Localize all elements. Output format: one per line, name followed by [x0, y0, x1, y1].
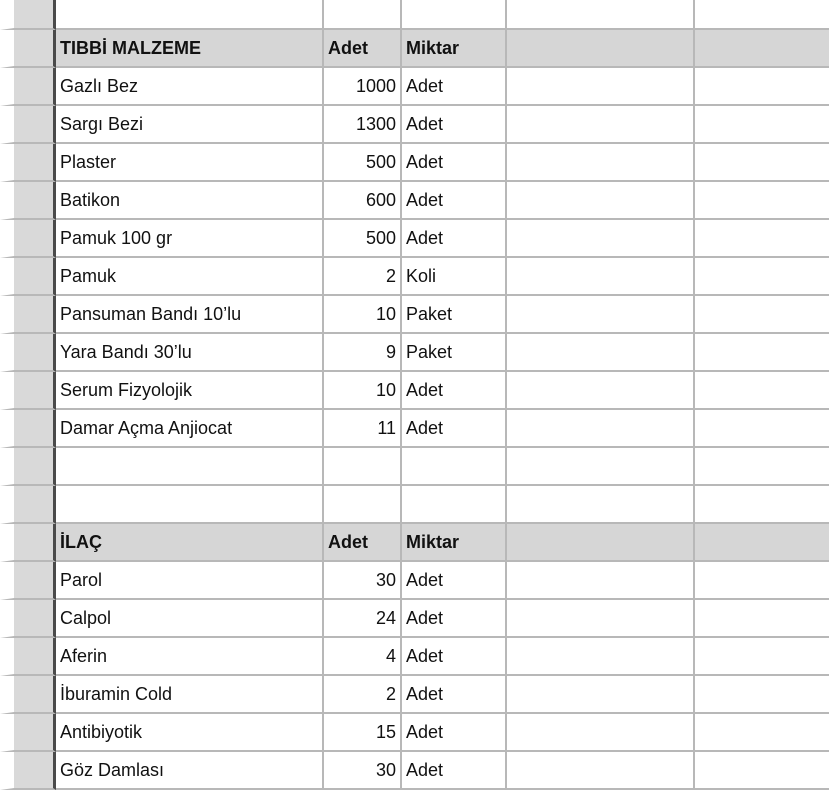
table-row: [0, 106, 829, 144]
item-unit-cell[interactable]: Paket: [402, 296, 507, 334]
item-unit-cell[interactable]: Adet: [402, 714, 507, 752]
grid-cell[interactable]: [695, 372, 829, 410]
item-unit-cell[interactable]: Koli: [402, 258, 507, 296]
item-name-cell[interactable]: Antibiyotik: [56, 714, 324, 752]
item-unit-cell[interactable]: Paket: [402, 334, 507, 372]
grid-cell[interactable]: [324, 0, 402, 30]
grid-cell[interactable]: [507, 638, 695, 676]
table-row: [0, 562, 829, 600]
item-unit-cell[interactable]: Adet: [402, 752, 507, 790]
grid-cell[interactable]: [402, 486, 507, 524]
row-header[interactable]: [0, 106, 56, 144]
grid-cell[interactable]: [324, 448, 402, 486]
table-row: [0, 334, 829, 372]
item-unit-cell[interactable]: Adet: [402, 106, 507, 144]
table-row: [0, 372, 829, 410]
row-header[interactable]: [0, 258, 56, 296]
grid-cell[interactable]: [695, 486, 829, 524]
grid-cell[interactable]: [695, 410, 829, 448]
item-name-cell[interactable]: Plaster: [56, 144, 324, 182]
item-name-cell[interactable]: Göz Damlası: [56, 752, 324, 790]
table-row: [0, 600, 829, 638]
grid-cell[interactable]: [695, 562, 829, 600]
grid-cell[interactable]: [695, 258, 829, 296]
row-header[interactable]: [0, 486, 56, 524]
item-name-cell[interactable]: Pamuk 100 gr: [56, 220, 324, 258]
item-qty-cell[interactable]: 15: [324, 714, 402, 752]
item-qty-cell[interactable]: 500: [324, 144, 402, 182]
item-qty-cell[interactable]: 11: [324, 410, 402, 448]
grid-cell[interactable]: [507, 486, 695, 524]
item-unit-cell[interactable]: Adet: [402, 600, 507, 638]
item-unit-cell[interactable]: Adet: [402, 638, 507, 676]
item-qty-cell[interactable]: 600: [324, 182, 402, 220]
grid-cell[interactable]: [507, 410, 695, 448]
grid-cell[interactable]: [695, 600, 829, 638]
row-header[interactable]: [0, 68, 56, 106]
section-header-medical-supplies: [0, 30, 829, 68]
row-header[interactable]: [0, 410, 56, 448]
grid-cell[interactable]: [507, 68, 695, 106]
item-name-cell[interactable]: Parol: [56, 562, 324, 600]
item-name-cell[interactable]: Batikon: [56, 182, 324, 220]
item-unit-cell[interactable]: Adet: [402, 372, 507, 410]
grid-cell[interactable]: [695, 106, 829, 144]
grid-cell[interactable]: [507, 106, 695, 144]
table-row: [0, 752, 829, 790]
grid-cell[interactable]: [507, 752, 695, 790]
grid-cell[interactable]: [507, 714, 695, 752]
item-qty-cell[interactable]: 1300: [324, 106, 402, 144]
table-row: [0, 68, 829, 106]
table-row: [0, 182, 829, 220]
column-header-qty[interactable]: Adet: [324, 524, 402, 562]
table-row: [0, 258, 829, 296]
item-qty-cell[interactable]: 9: [324, 334, 402, 372]
item-qty-cell[interactable]: 10: [324, 296, 402, 334]
grid-cell[interactable]: [507, 220, 695, 258]
table-row-empty: [0, 486, 829, 524]
row-header[interactable]: [0, 600, 56, 638]
grid-cell[interactable]: [56, 448, 324, 486]
grid-cell[interactable]: [695, 752, 829, 790]
grid-cell[interactable]: [507, 258, 695, 296]
table-row: [0, 410, 829, 448]
row-header[interactable]: [0, 0, 56, 30]
grid-cell[interactable]: [695, 676, 829, 714]
grid-cell[interactable]: [507, 600, 695, 638]
grid-cell[interactable]: [56, 0, 324, 30]
grid-cell[interactable]: [507, 334, 695, 372]
item-name-cell[interactable]: Damar Açma Anjiocat: [56, 410, 324, 448]
row-header[interactable]: [0, 524, 56, 562]
item-name-cell[interactable]: Yara Bandı 30’lu: [56, 334, 324, 372]
item-name-cell[interactable]: Sargı Bezi: [56, 106, 324, 144]
item-unit-cell[interactable]: Adet: [402, 144, 507, 182]
item-qty-cell[interactable]: 30: [324, 562, 402, 600]
item-unit-cell[interactable]: Adet: [402, 68, 507, 106]
row-header[interactable]: [0, 296, 56, 334]
grid-cell[interactable]: [507, 676, 695, 714]
grid-cell[interactable]: [695, 524, 829, 562]
grid-cell[interactable]: [402, 448, 507, 486]
item-name-cell[interactable]: Serum Fizyolojik: [56, 372, 324, 410]
grid-cell[interactable]: [507, 30, 695, 68]
table-row: [0, 220, 829, 258]
row-header[interactable]: [0, 372, 56, 410]
grid-cell[interactable]: [695, 448, 829, 486]
row-header[interactable]: [0, 638, 56, 676]
grid-cell[interactable]: [695, 714, 829, 752]
grid-cell[interactable]: [507, 296, 695, 334]
item-qty-cell[interactable]: 500: [324, 220, 402, 258]
item-unit-cell[interactable]: Adet: [402, 182, 507, 220]
row-header[interactable]: [0, 334, 56, 372]
item-unit-cell[interactable]: Adet: [402, 410, 507, 448]
grid-cell[interactable]: [402, 0, 507, 30]
row-header[interactable]: [0, 714, 56, 752]
grid-cell[interactable]: [695, 68, 829, 106]
table-row: [0, 714, 829, 752]
row-header[interactable]: [0, 562, 56, 600]
table-row: [0, 144, 829, 182]
grid-cell[interactable]: [507, 448, 695, 486]
table-row: [0, 296, 829, 334]
grid-cell[interactable]: [695, 296, 829, 334]
item-qty-cell[interactable]: 24: [324, 600, 402, 638]
row-header[interactable]: [0, 182, 56, 220]
row-header[interactable]: [0, 676, 56, 714]
item-name-cell[interactable]: Pansuman Bandı 10’lu: [56, 296, 324, 334]
column-header-unit[interactable]: Miktar: [402, 30, 507, 68]
table-row: [0, 638, 829, 676]
item-name-cell[interactable]: Aferin: [56, 638, 324, 676]
section-title[interactable]: İLAÇ: [56, 524, 324, 562]
grid-cell[interactable]: [695, 30, 829, 68]
column-header-qty[interactable]: Adet: [324, 30, 402, 68]
row-header[interactable]: [0, 752, 56, 790]
grid-cell[interactable]: [507, 524, 695, 562]
grid-cell[interactable]: [695, 0, 829, 30]
item-unit-cell[interactable]: Adet: [402, 220, 507, 258]
row-header[interactable]: [0, 144, 56, 182]
item-qty-cell[interactable]: 30: [324, 752, 402, 790]
grid-cell[interactable]: [695, 638, 829, 676]
grid-cell[interactable]: [507, 562, 695, 600]
item-name-cell[interactable]: Gazlı Bez: [56, 68, 324, 106]
item-qty-cell[interactable]: 4: [324, 638, 402, 676]
row-header[interactable]: [0, 30, 56, 68]
grid-cell[interactable]: [324, 486, 402, 524]
grid-cell[interactable]: [695, 220, 829, 258]
grid-cell[interactable]: [507, 182, 695, 220]
grid-cell[interactable]: [695, 182, 829, 220]
grid-cell[interactable]: [507, 144, 695, 182]
grid-cell[interactable]: [507, 0, 695, 30]
row-header[interactable]: [0, 448, 56, 486]
item-qty-cell[interactable]: 2: [324, 676, 402, 714]
grid-cell[interactable]: [56, 486, 324, 524]
section-title[interactable]: TIBBİ MALZEME: [56, 30, 324, 68]
table-row-empty: [0, 0, 829, 30]
item-name-cell[interactable]: Pamuk: [56, 258, 324, 296]
table-row: [0, 676, 829, 714]
item-unit-cell[interactable]: Adet: [402, 562, 507, 600]
item-name-cell[interactable]: İburamin Cold: [56, 676, 324, 714]
item-unit-cell[interactable]: Adet: [402, 676, 507, 714]
row-header[interactable]: [0, 220, 56, 258]
grid-cell[interactable]: [695, 144, 829, 182]
item-qty-cell[interactable]: 1000: [324, 68, 402, 106]
grid-cell[interactable]: [695, 334, 829, 372]
section-header-medicine: [0, 524, 829, 562]
table-row-empty: [0, 448, 829, 486]
item-qty-cell[interactable]: 2: [324, 258, 402, 296]
column-header-unit[interactable]: Miktar: [402, 524, 507, 562]
item-name-cell[interactable]: Calpol: [56, 600, 324, 638]
item-qty-cell[interactable]: 10: [324, 372, 402, 410]
grid-cell[interactable]: [507, 372, 695, 410]
